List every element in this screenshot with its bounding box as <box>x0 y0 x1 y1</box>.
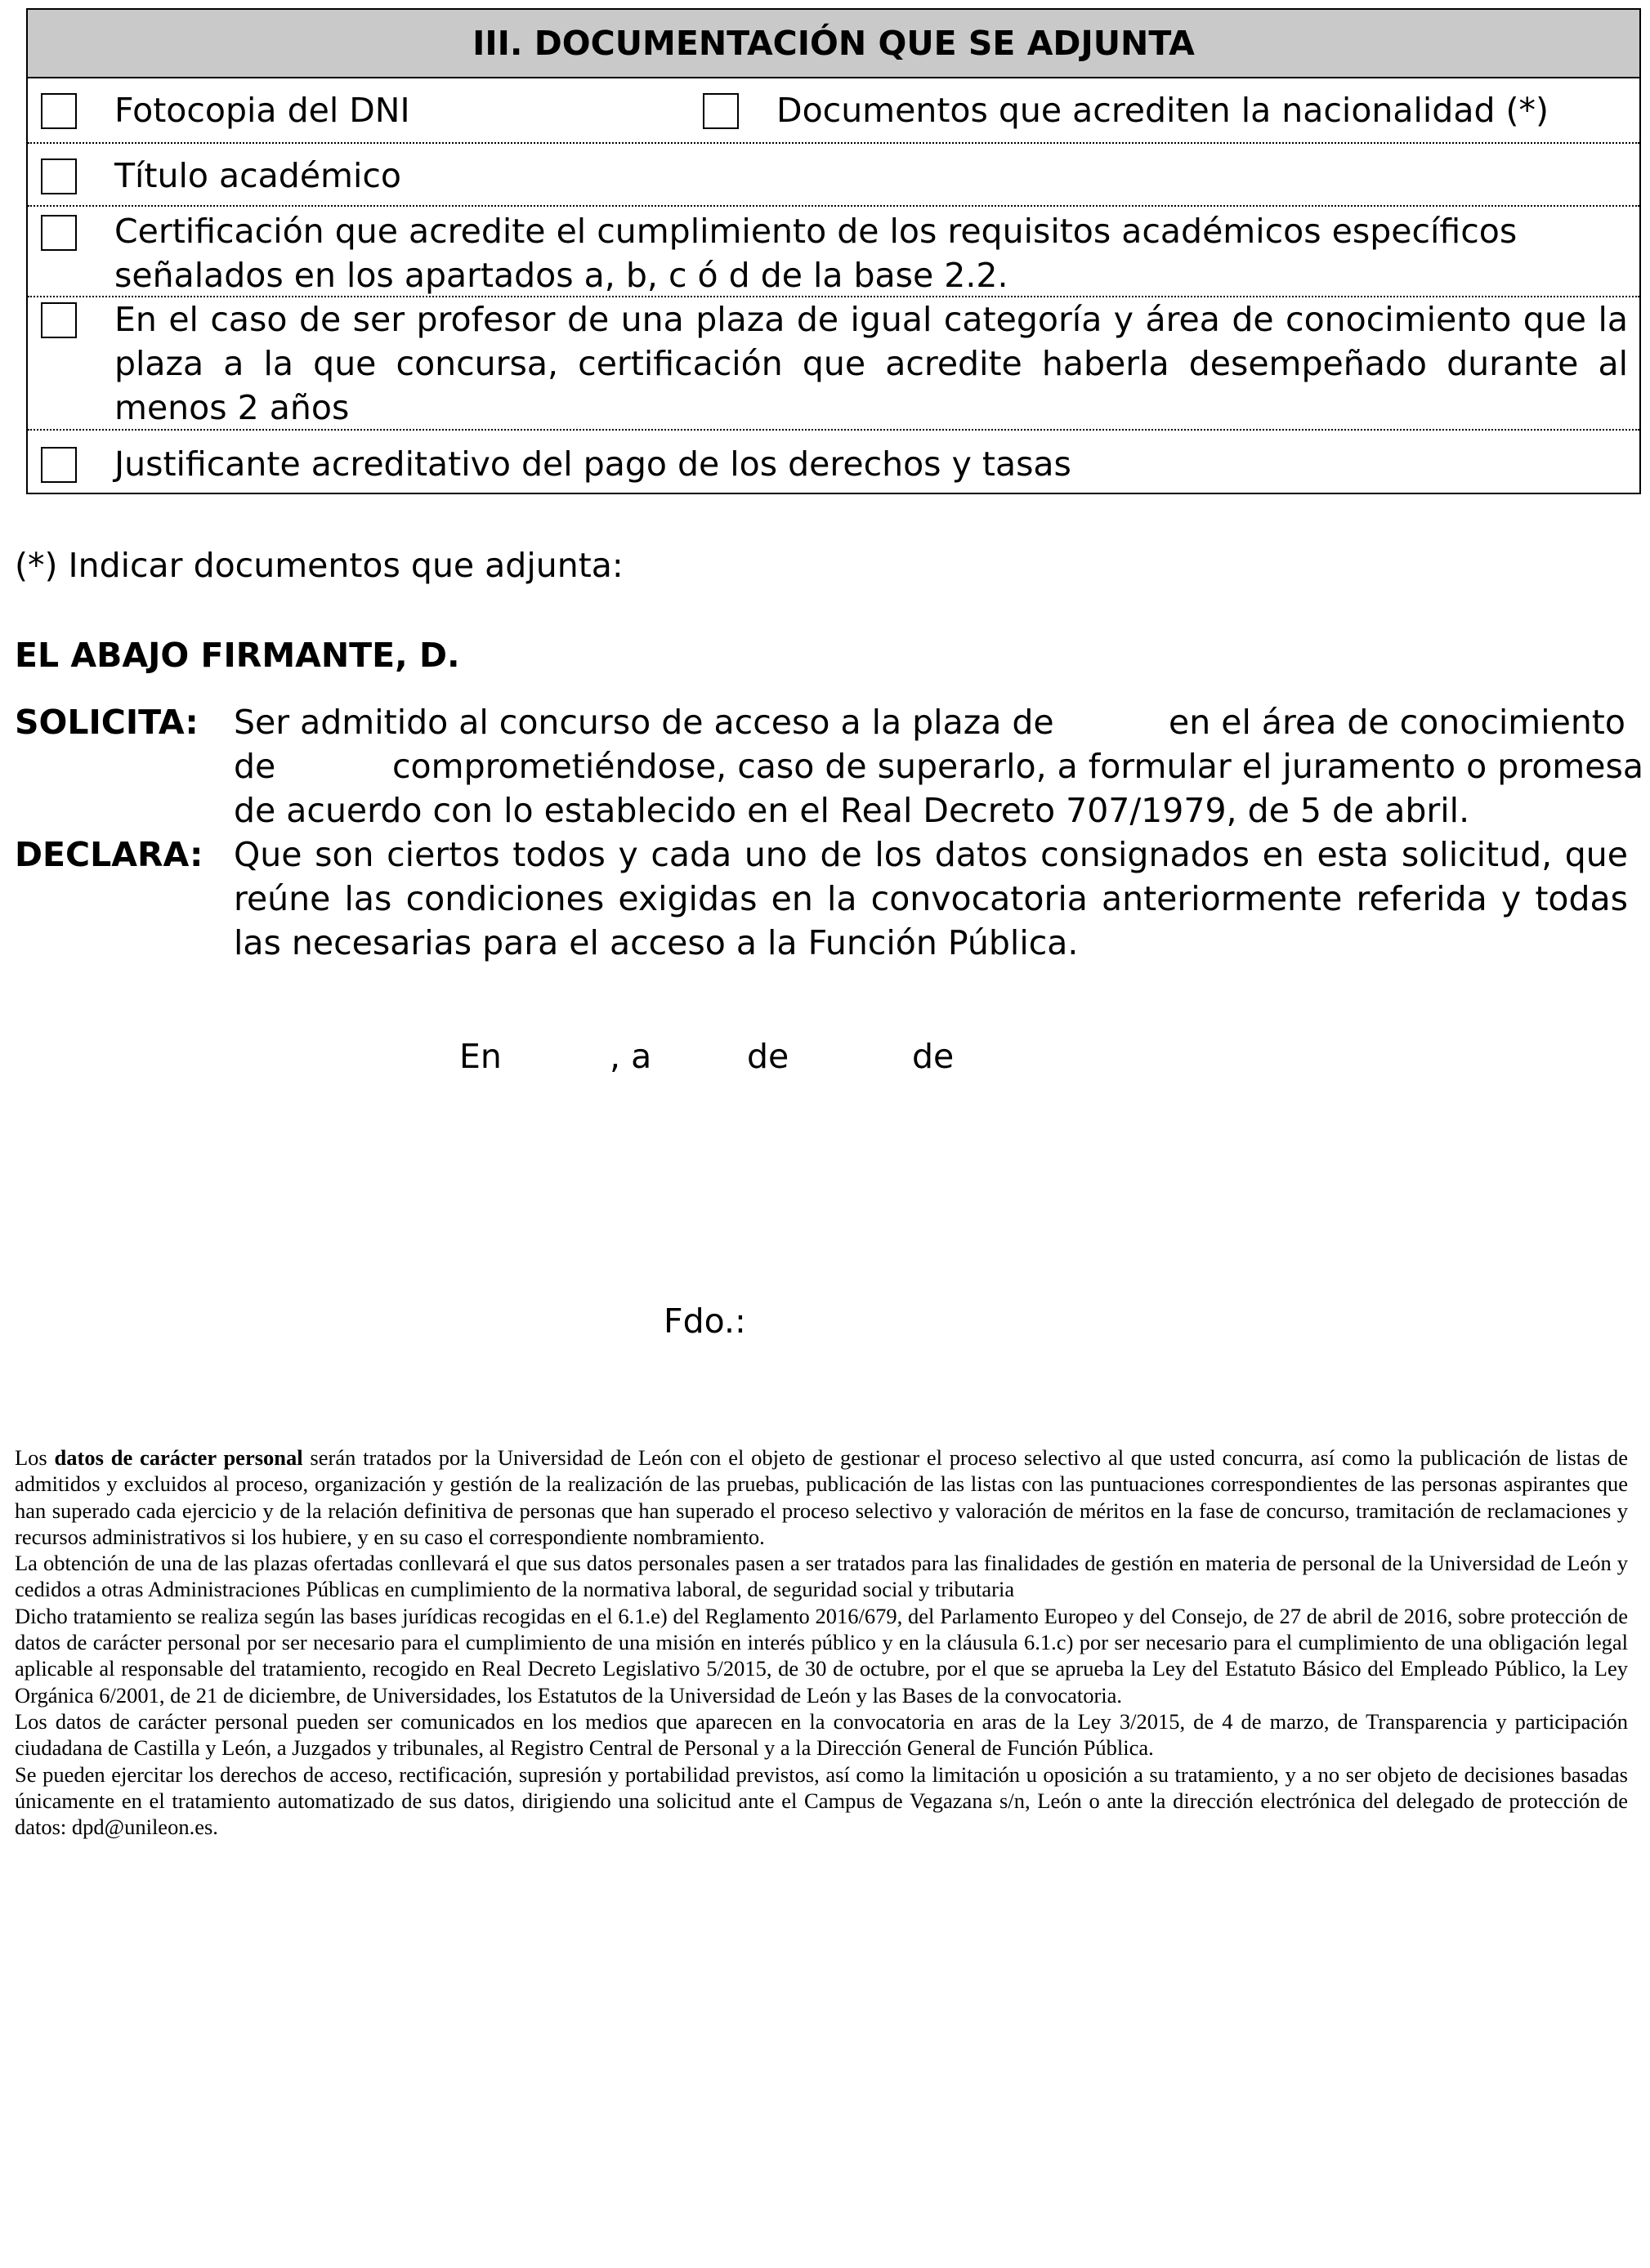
solicita-label: SOLICITA: <box>15 703 199 742</box>
documentation-section <box>26 8 1641 494</box>
checkbox-academic-title[interactable] <box>41 158 77 194</box>
checkbox-nationality-documents[interactable] <box>703 93 739 129</box>
privacy-bold-text: datos de carácter personal <box>54 1445 303 1470</box>
row-divider <box>28 205 1639 207</box>
solicita-text: de <box>234 747 276 786</box>
privacy-paragraph: La obtención de una de las plazas ofertadas conllevará el que sus datos personales pasen a ser tratados para las finalidades de gestión en materia de personal de la Universidad de León y cedidos a otras Administraciones Públicas en cumplimiento de la normativa laboral, de seguridad social y tributaria <box>15 1551 1628 1602</box>
section-title: III. DOCUMENTACIÓN QUE SE ADJUNTA <box>28 10 1639 78</box>
signer-label: EL ABAJO FIRMANTE, D. <box>15 636 460 675</box>
label-academic-title: Título académico <box>114 156 402 195</box>
row-divider <box>28 142 1639 144</box>
label-academic-requirements: Certificación que acredite el cumplimiento de los requisitos académicos específicos señalados en los apartados a, b, c ó d de la base 2.2. <box>114 212 1518 295</box>
privacy-paragraph: Dicho tratamiento se realiza según las bases jurídicas recogidas en el 6.1.e) del Reglamento 2016/679, del Parlamento Europeo y del Consejo, de 27 de abril de 2016, sobre protección de datos de carácter personal por ser necesario para el cumplimiento de una misión en interés público y en la cláusula 6.1.c) por ser necesario para el cumplimiento de una obligación legal aplicable al responsable del tratamiento, recogido en Real Decreto Legislativo 5/2015, de 30 de octubre, por el que se aprueba la Ley del Estatuto Básico del Empleado Público, la Ley Orgánica 6/2001, de 21 de diciembre, de Universidades, los Estatutos de la Universidad de León y las Bases de la convocatoria. <box>15 1603 1628 1708</box>
declara-text: Que son ciertos todos y cada uno de los datos consignados en esta solicitud, que reúne las condiciones exigidas en la convocatoria anteriormente referida y todas las necesarias para el acceso a la Función Pública. <box>234 835 1628 962</box>
date-year-prefix: de <box>912 1037 955 1076</box>
privacy-paragraph <box>15 1444 1628 1550</box>
checkbox-dni[interactable] <box>41 93 77 129</box>
signature-label: Fdo.: <box>664 1301 746 1341</box>
checkbox-academic-requirements[interactable] <box>41 215 77 251</box>
solicita-text: de acuerdo con lo establecido en el Real Decreto 707/1979, de 5 de abril. <box>234 791 1470 830</box>
declara-label: DECLARA: <box>15 835 203 874</box>
checkbox-fee-payment[interactable] <box>41 447 77 483</box>
privacy-notice <box>15 1444 1628 1840</box>
row-divider <box>28 429 1639 431</box>
attached-documents-note: (*) Indicar documentos que adjunta: <box>15 546 624 585</box>
privacy-text: serán tratados por la Universidad de León con el objeto de gestionar el proceso selectivo al que usted concurra, así como la publicación de listas de admitidos y excluidos al proceso, organización y gestión de la realización de las pruebas, publicación de las listas con las puntuaciones correspondientes de las personas aspirantes que han superado cada ejercicio y de la relación definitiva de personas que han superado el proceso selectivo y valoración de méritos en la fase de concurso, tramitación de reclamaciones y recursos administrativos si los hubiere, y en su caso el correspondiente nombramiento. <box>15 1445 1629 1549</box>
privacy-paragraph: Se pueden ejercitar los derechos de acceso, rectificación, supresión y portabilidad previstos, así como la limitación u oposición a su tratamiento, y a no ser objeto de decisiones basadas únicamente en el tratamiento automatizado de sus datos, dirigiendo una solicitud ante el Campus de Vegazana s/n, León o ante la dirección electrónica del delegado de protección de datos: dpd@unileon.es. <box>15 1761 1628 1840</box>
label-professor-certification: En el caso de ser profesor de una plaza de igual categoría y área de conocimiento que la plaza a la que concursa, certificación que acredite haberla desempeñado durante al menos 2 años <box>114 300 1628 427</box>
checkbox-professor-certification[interactable] <box>41 302 77 338</box>
solicita-text: en el área de conocimiento <box>1169 703 1625 742</box>
date-month-prefix: de <box>747 1037 789 1076</box>
date-place-prefix: En <box>459 1037 502 1076</box>
solicita-text: comprometiéndose, caso de superarlo, a formular el juramento o promesa <box>392 747 1643 786</box>
privacy-paragraph: Los datos de carácter personal pueden ser comunicados en los medios que aparecen en la convocatoria en aras de la Ley 3/2015, de 4 de marzo, de Transparencia y participación ciudadana de Castilla y León, a Juzgados y tribunales, al Registro Central de Personal y a la Dirección General de Función Pública. <box>15 1708 1628 1761</box>
label-dni: Fotocopia del DNI <box>114 91 410 130</box>
label-fee-payment: Justificante acreditativo del pago de los derechos y tasas <box>114 444 1071 484</box>
solicita-text: Ser admitido al concurso de acceso a la plaza de <box>234 703 1054 742</box>
label-nationality-documents: Documentos que acrediten la nacionalidad (*) <box>776 91 1549 130</box>
date-day-prefix: , a <box>610 1037 652 1076</box>
privacy-text: Los <box>15 1445 47 1470</box>
